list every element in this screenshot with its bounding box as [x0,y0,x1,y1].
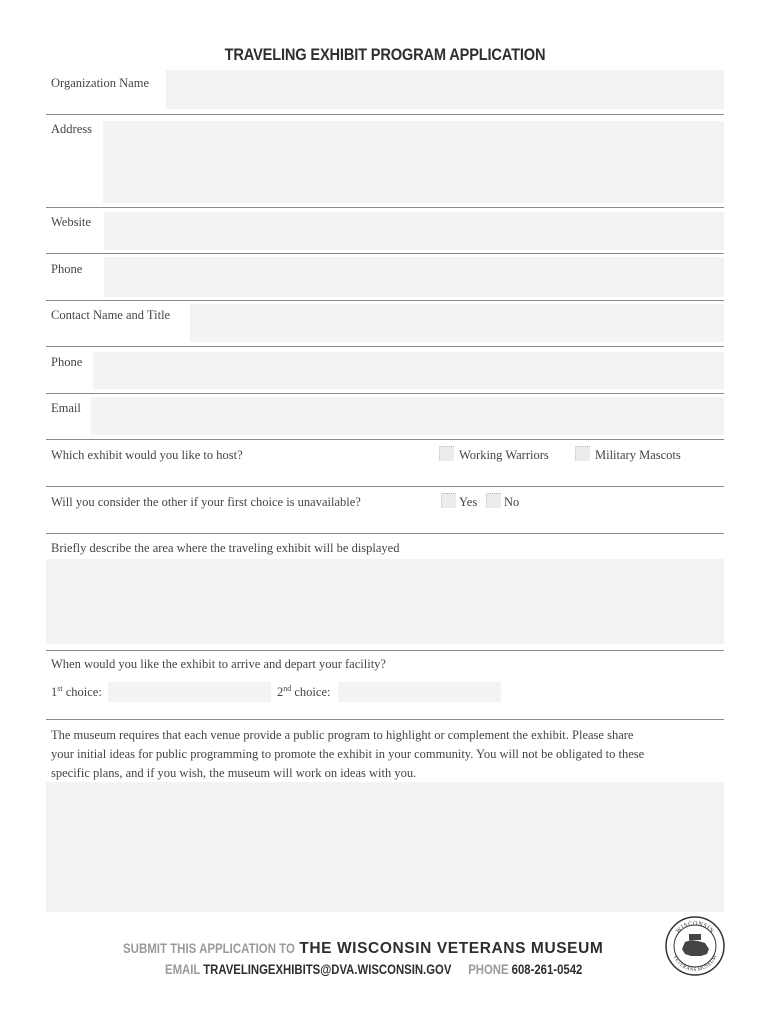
paragraph-line: your initial ideas for public programming to promote the exhibit in your community. You will not be obligated to these [51,747,645,761]
program-ideas-field[interactable] [46,782,724,912]
divider [46,114,724,115]
yes-checkbox[interactable] [441,493,456,508]
military-mascots-checkbox[interactable] [575,446,590,461]
email-label: Email [51,401,81,415]
phone-label: Phone [51,262,83,276]
no-checkbox[interactable] [486,493,501,508]
contact-name-title-field[interactable] [190,304,724,342]
other-choice-question-label: Will you consider the other if your first choice is unavailable? [51,495,361,509]
submit-prefix: SUBMIT THIS APPLICATION TO [123,941,295,956]
phone-field[interactable] [104,257,724,297]
working-warriors-checkbox[interactable] [439,446,454,461]
divider [46,393,724,394]
divider [46,719,724,720]
footer-submit-line [123,940,603,958]
seal-icon [665,916,725,976]
contact-phone-field[interactable] [93,352,724,389]
divider [46,650,724,651]
no-label: No [504,495,520,509]
divider [46,533,724,534]
organization-name-field[interactable] [166,70,724,109]
email-field[interactable] [91,397,724,435]
website-label: Website [51,215,91,229]
paragraph-line: The museum requires that each venue provide a public program to highlight or complement the exhibit. Please share [51,728,634,742]
website-field[interactable] [104,212,724,250]
yes-label: Yes [459,495,478,509]
seal-top-text: WISCONSIN [675,920,715,935]
seal-bottom-text: VETERANS MUSEUM [671,954,719,974]
military-mascots-label: Military Mascots [595,448,681,462]
second-choice-label: 2nd choice: [277,683,331,699]
program-paragraph [51,726,721,783]
divider [46,300,724,301]
paragraph-line: specific plans, and if you wish, the museum will work on ideas with you. [51,766,417,780]
museum-name: THE WISCONSIN VETERANS MUSEUM [299,940,604,957]
second-choice-field[interactable] [338,682,501,702]
organization-name-label: Organization Name [51,76,149,90]
contact-name-title-label: Contact Name and Title [51,308,171,322]
divider [46,439,724,440]
area-question-label: Briefly describe the area where the traveling exhibit will be displayed [51,541,400,555]
first-choice-label: 1st choice: [51,683,102,699]
first-choice-field[interactable] [108,682,271,702]
contact-phone-label: Phone [51,355,83,369]
phone-label-footer: PHONE [468,962,512,977]
divider [46,253,724,254]
divider [46,346,724,347]
dates-question-label: When would you like the exhibit to arrive and depart your facility? [51,657,386,671]
page-title: TRAVELING EXHIBIT PROGRAM APPLICATION [224,45,546,64]
working-warriors-label: Working Warriors [459,448,549,462]
email-label-footer: EMAIL [165,962,204,977]
exhibit-question-label: Which exhibit would you like to host? [51,448,243,462]
footer-contact-line [165,962,582,977]
phone-number: 608-261-0542 [511,962,583,977]
address-field[interactable] [103,121,724,203]
museum-seal-logo [665,916,725,976]
area-description-field[interactable] [46,559,724,644]
email-link[interactable]: TRAVELINGEXHIBITS@DVA.WISCONSIN.GOV [203,962,452,977]
divider [46,207,724,208]
divider [46,486,724,487]
address-label: Address [51,122,92,136]
